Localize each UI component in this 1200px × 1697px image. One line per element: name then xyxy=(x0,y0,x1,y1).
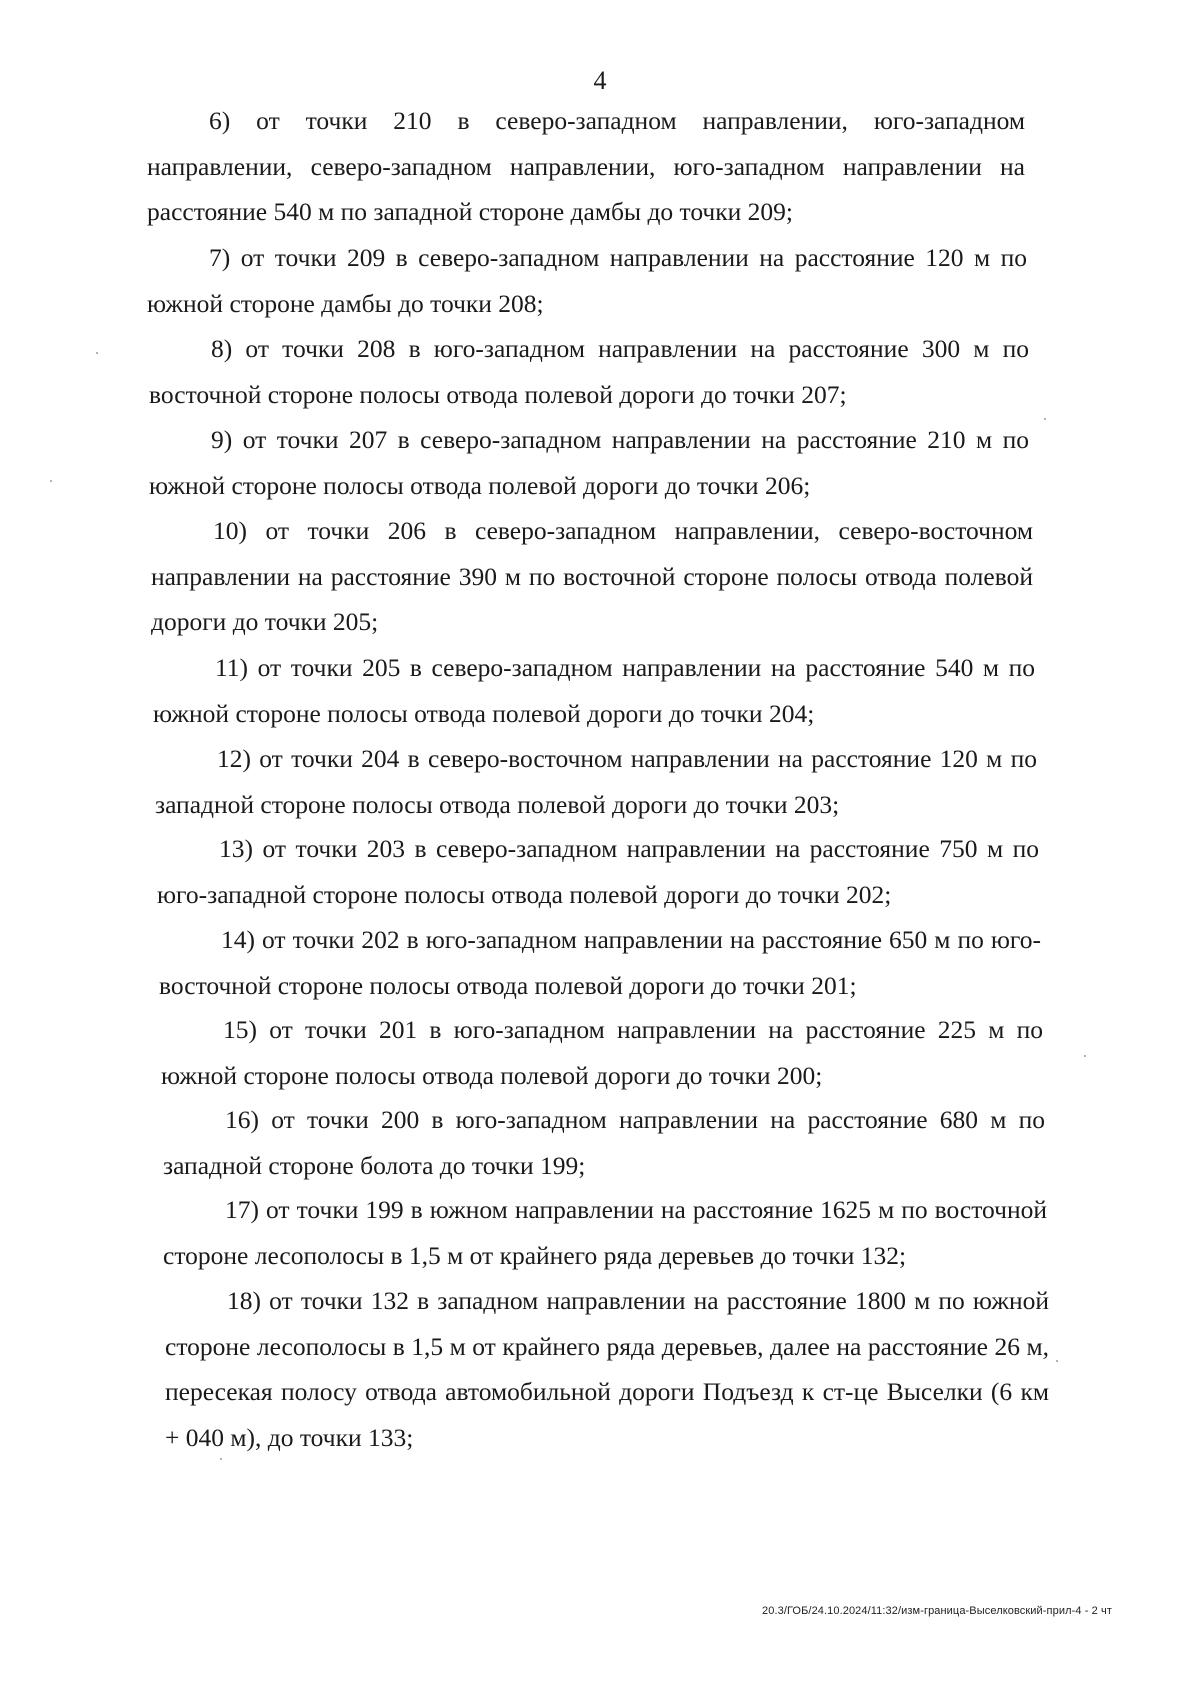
scan-speck xyxy=(1044,418,1046,420)
scan-speck xyxy=(220,1458,222,1460)
list-item-7: 7) от точки 209 в северо-западном направлении на расстояние 120 м по южной стороне дамбы до точки 208; xyxy=(147,243,1027,318)
scan-speck xyxy=(1084,1055,1086,1057)
list-item-14: 14) от точки 202 в юго-западном направлении на расстояние 650 м по юго-восточной стороне полосы отвода полевой дороги до точки 201; xyxy=(159,925,1041,1000)
scan-speck xyxy=(96,352,98,354)
page-number: 4 xyxy=(593,66,607,95)
list-item-9: 9) от точки 207 в северо-западном направлении на расстояние 210 м по южной стороне полосы отвода полевой дороги до точки 206; xyxy=(149,425,1029,500)
list-item-16: 16) от точки 200 в юго-западном направлении на расстояние 680 м по западной стороне болота до точки 199; xyxy=(163,1105,1045,1180)
list-item-15: 15) от точки 201 в юго-западном направлении на расстояние 225 м по южной стороне полосы отвода полевой дороги до точки 200; xyxy=(161,1015,1043,1090)
list-item-12: 12) от точки 204 в северо-восточном направлении на расстояние 120 м по западной стороне полосы отвода полевой дороги до точки 203; xyxy=(155,744,1037,819)
scan-speck xyxy=(50,480,52,482)
document-footer-code: 20.3/ГОБ/24.10.2024/11:32/изм-граница-Выселковский-прил-4 - 2 чт xyxy=(762,1605,1112,1617)
list-item-10: 10) от точки 206 в северо-западном направлении, северо-восточном направлении на расстояние 390 м по восточной стороне полосы отвода полевой дороги до точки 205; xyxy=(151,516,1033,636)
list-item-11: 11) от точки 205 в северо-западном направлении на расстояние 540 м по южной стороне полосы отвода полевой дороги до точки 204; xyxy=(153,653,1035,728)
list-item-17: 17) от точки 199 в южном направлении на расстояние 1625 м по восточной стороне лесополосы в 1,5 м от крайнего ряда деревьев до точки 132; xyxy=(163,1195,1047,1270)
list-item-6: 6) от точки 210 в северо-западном направлении, юго-западном направлении, северо-западном направлении, юго-западном направлении на расстояние 540 м по западной стороне дамбы до точки 209; xyxy=(147,106,1025,226)
scan-speck xyxy=(1056,1360,1058,1362)
list-item-13: 13) от точки 203 в северо-западном направлении на расстояние 750 м по юго-западной стороне полосы отвода полевой дороги до точки 202; xyxy=(157,834,1039,909)
list-item-18: 18) от точки 132 в западном направлении на расстояние 1800 м по южной стороне лесополосы в 1,5 м от крайнего ряда деревьев, далее на расстояние 26 м, пересекая полосу отвода автомобильной дороги Подъезд к ст-це Выселки (6 км + 040 м), до точки 133; xyxy=(165,1286,1049,1452)
list-item-8: 8) от точки 208 в юго-западном направлении на расстояние 300 м по восточной стороне полосы отвода полевой дороги до точки 207; xyxy=(149,334,1029,409)
